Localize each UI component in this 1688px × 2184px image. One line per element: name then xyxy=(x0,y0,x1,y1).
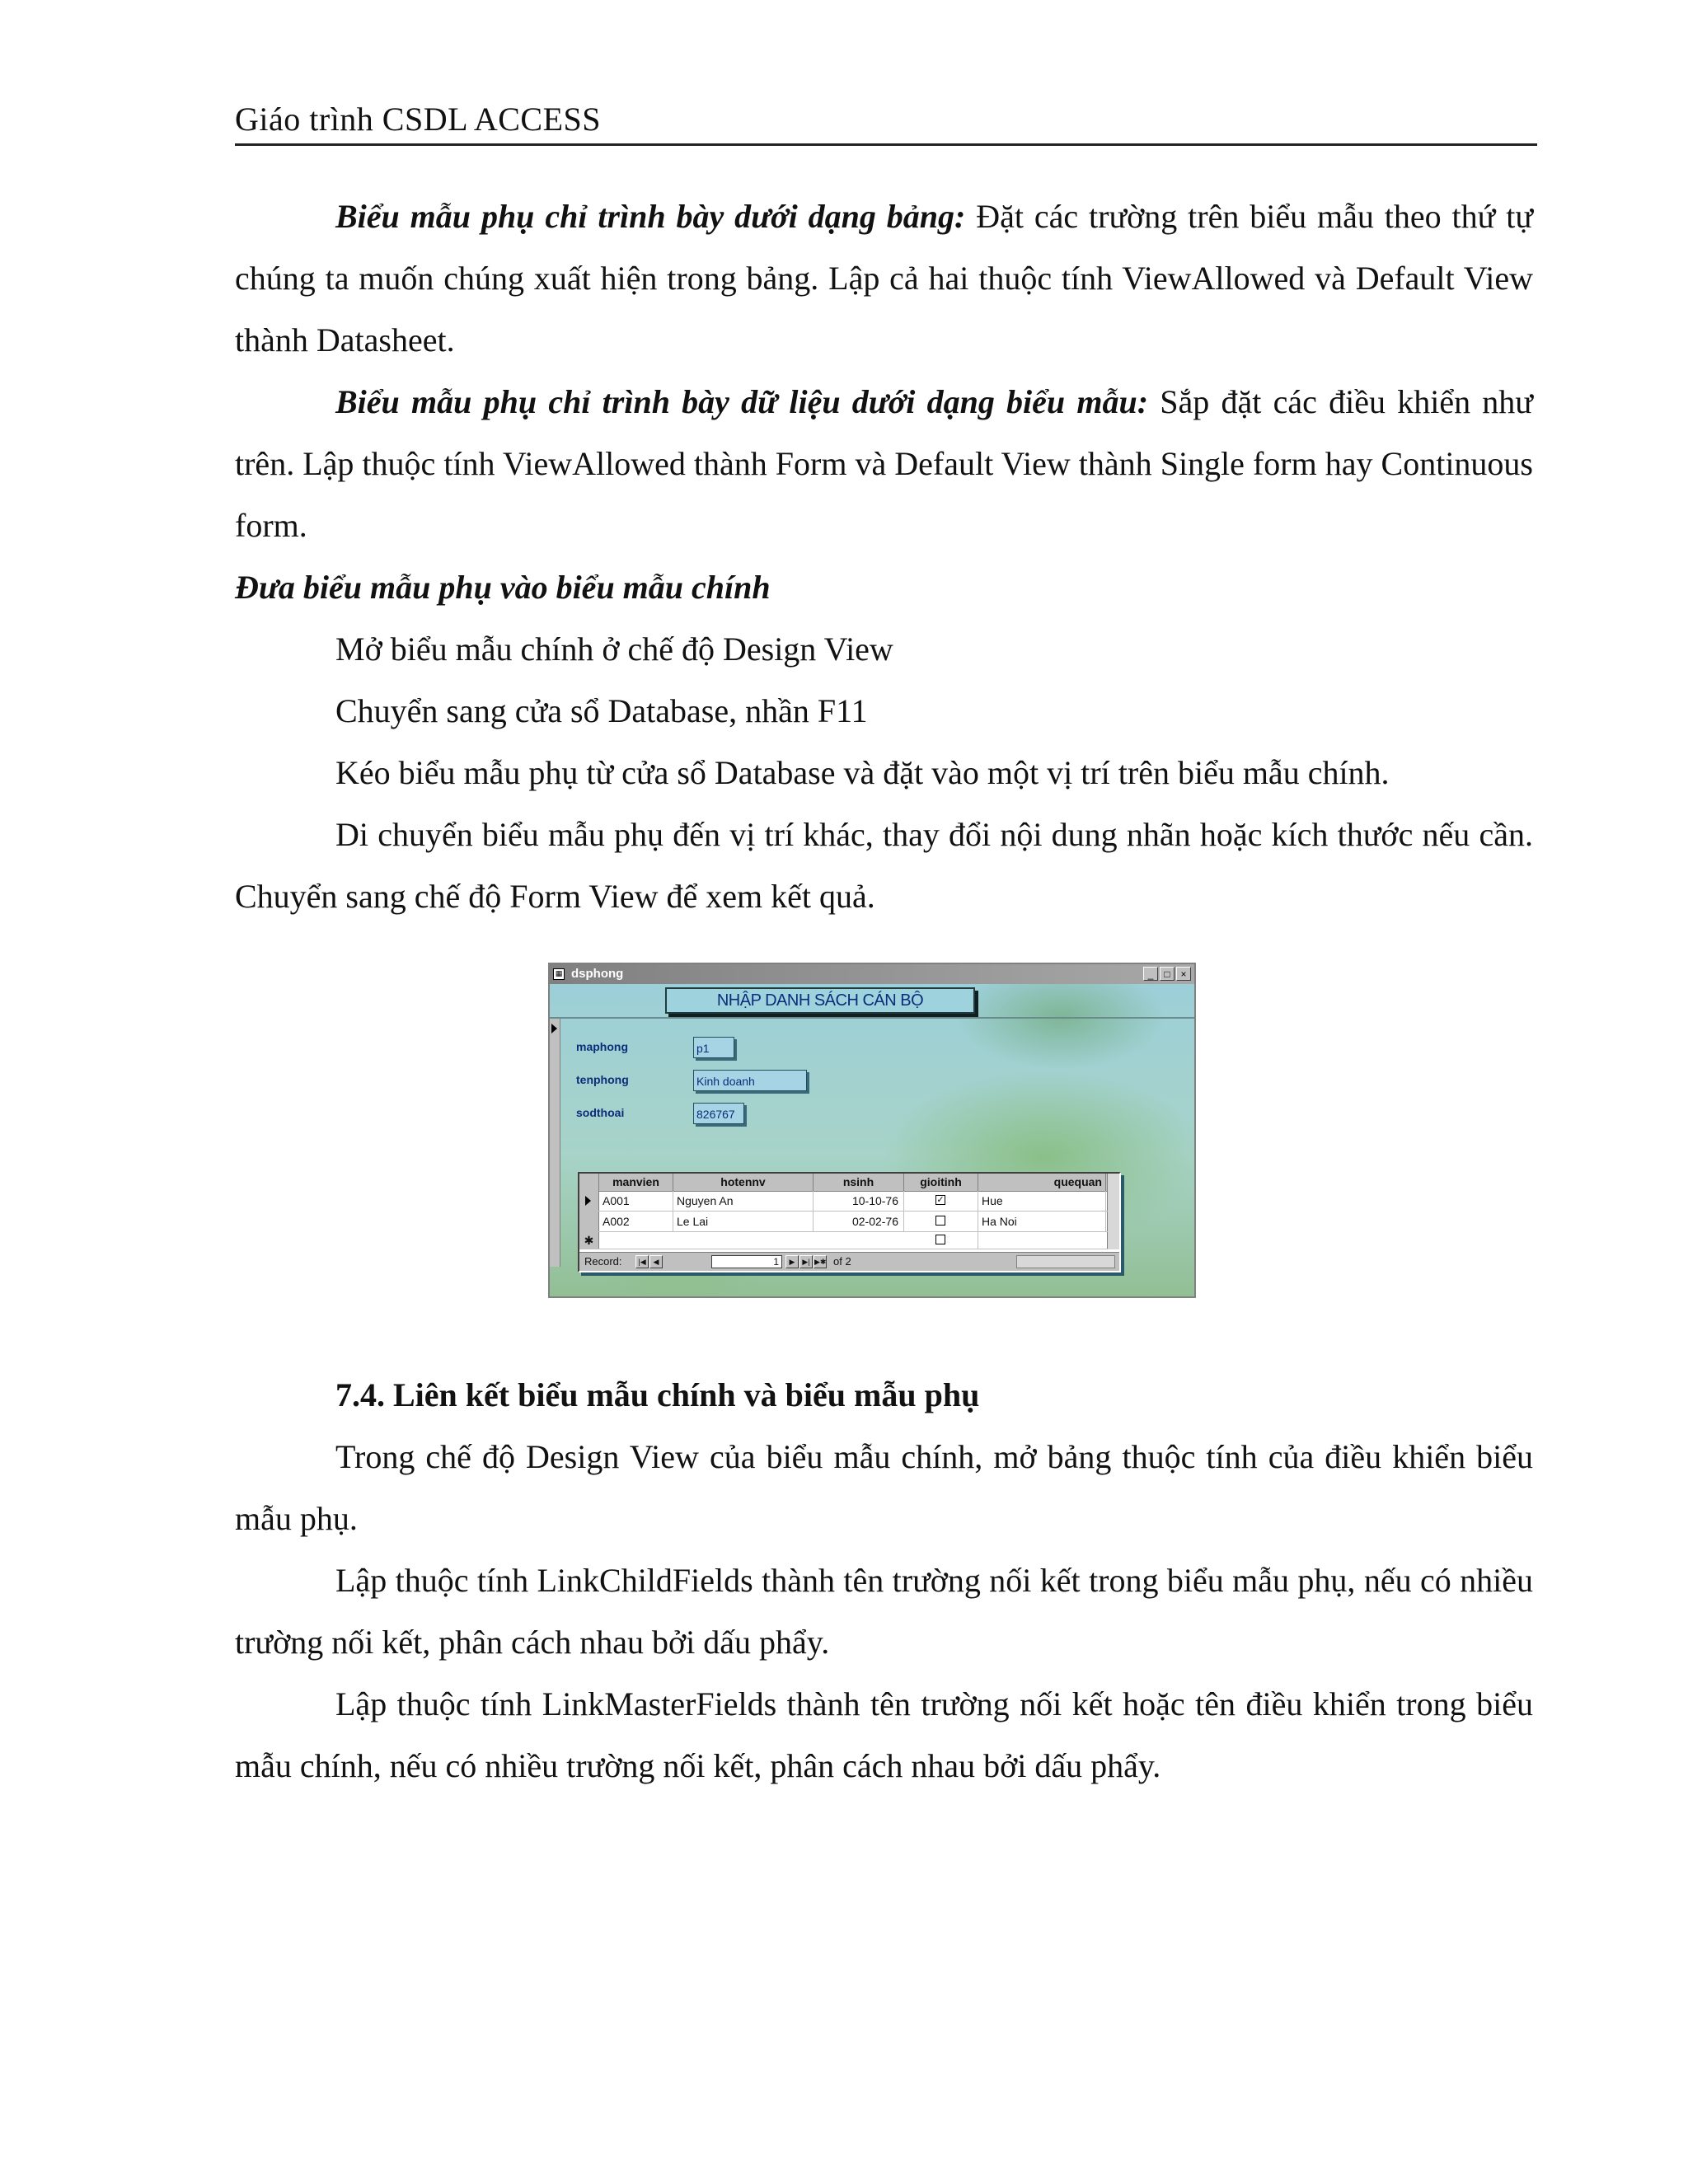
step-move-subform: Di chuyển biểu mẫu phụ đến vị trí khác, thay đổi nội dung nhãn hoặc kích thước nếu cần. Chuyển sang chế độ Form View để xem kết quả. xyxy=(235,816,1533,915)
paragraph-link-master-fields: Lập thuộc tính LinkMasterFields thành tên trường nối kết hoặc tên điều khiển trong biểu mẫu chính, nếu có nhiều trường nối kết, phân cách nhau bởi dấu phẩy. xyxy=(235,1685,1533,1784)
upper-text xyxy=(235,185,1533,927)
next-record-icon[interactable]: ▶ xyxy=(785,1255,799,1268)
minimize-button[interactable]: _ xyxy=(1143,967,1158,981)
new-record-row xyxy=(579,1232,1108,1249)
first-record-icon[interactable]: |◀ xyxy=(635,1255,649,1268)
cell-hotennv[interactable]: Nguyen An xyxy=(673,1191,814,1211)
section-heading-link-forms: 7.4. Liên kết biểu mẫu chính và biểu mẫu phụ xyxy=(335,1376,980,1413)
horizontal-scrollbar[interactable] xyxy=(1016,1255,1115,1268)
cell-gioitinh[interactable] xyxy=(904,1191,978,1211)
row-selector[interactable] xyxy=(579,1212,599,1231)
cell-manvien[interactable]: A001 xyxy=(599,1191,673,1211)
subform-datasheet xyxy=(578,1172,1121,1272)
current-record-icon xyxy=(551,1024,557,1033)
gioitinh-checkbox-checked[interactable]: ✓ xyxy=(936,1195,945,1205)
paragraph-open-properties: Trong chế độ Design View của biểu mẫu chính, mở bảng thuộc tính của điều khiển biểu mẫu phụ. xyxy=(235,1438,1533,1537)
paragraph-datasheet-body: Đặt các trường trên biểu mẫu theo thứ tự chúng ta muốn chúng xuất hiện trong bảng. Lập cả hai thuộc tính ViewAllowed và Default View thành Datasheet. xyxy=(235,198,1534,359)
current-row-icon xyxy=(585,1196,591,1206)
input-tenphong[interactable]: Kinh doanh xyxy=(693,1070,807,1091)
new-record-button-icon[interactable]: ▶✱ xyxy=(814,1255,827,1268)
lower-text xyxy=(235,1364,1533,1797)
datasheet-vertical-scrollbar[interactable] xyxy=(1107,1174,1119,1249)
paragraph-datasheet-subform xyxy=(235,185,1533,371)
paragraph-datasheet-lead: Biểu mẫu phụ chỉ trình bày dưới dạng bảng: xyxy=(335,198,966,235)
column-header-quequan[interactable]: quequan xyxy=(978,1174,1106,1191)
window-titlebar xyxy=(550,964,1194,984)
paragraph-form-body: Sắp đặt các điều khiển như trên. Lập thuộc tính ViewAllowed thành Form và Default View thành Single form hay Continuous form. xyxy=(235,383,1533,544)
column-header-gioitinh[interactable]: gioitinh xyxy=(904,1174,978,1191)
label-sodthoai: sodthoai xyxy=(576,1106,625,1119)
header-title: Giáo trình CSDL ACCESS xyxy=(235,101,602,138)
column-header-nsinh[interactable]: nsinh xyxy=(814,1174,904,1191)
gioitinh-checkbox-new[interactable] xyxy=(935,1235,945,1244)
input-maphong[interactable]: p1 xyxy=(693,1037,734,1058)
paragraph-link-child-fields: Lập thuộc tính LinkChildFields thành tên trường nối kết trong biểu mẫu phụ, nếu có nhiều trường nối kết, phân cách nhau bởi dấu phẩy. xyxy=(235,1562,1533,1661)
cell-nsinh[interactable]: 02-02-76 xyxy=(814,1212,904,1231)
new-record-icon[interactable]: ✱ xyxy=(579,1232,599,1249)
cell-manvien[interactable]: A002 xyxy=(599,1212,673,1231)
close-button[interactable]: × xyxy=(1176,967,1191,981)
row-selector[interactable] xyxy=(579,1191,599,1211)
last-record-icon[interactable]: ▶| xyxy=(799,1255,813,1268)
datasheet-header xyxy=(579,1174,1108,1192)
cell-nsinh[interactable]: 10-10-76 xyxy=(814,1191,904,1211)
table-row xyxy=(579,1212,1108,1232)
record-count: of 2 xyxy=(833,1255,851,1268)
paragraph-form-lead: Biểu mẫu phụ chỉ trình bày dữ liệu dưới dạng biểu mẫu: xyxy=(335,383,1149,420)
record-selector[interactable] xyxy=(550,1019,560,1267)
form-body xyxy=(550,984,1194,1296)
column-header-hotennv[interactable]: hotennv xyxy=(673,1174,814,1191)
step-drag-subform: Kéo biểu mẫu phụ từ cửa sổ Database và đặt vào một vị trí trên biểu mẫu chính. xyxy=(335,754,1390,791)
gioitinh-checkbox-unchecked[interactable] xyxy=(935,1216,945,1226)
step-switch-database: Chuyển sang cửa sổ Database, nhần F11 xyxy=(335,692,868,729)
window-title: dsphong xyxy=(571,967,624,981)
input-sodthoai[interactable]: 826767 xyxy=(693,1103,744,1124)
table-row xyxy=(579,1191,1108,1212)
record-label: Record: xyxy=(584,1255,622,1268)
step-open-design-view: Mở biểu mẫu chính ở chế độ Design View xyxy=(335,630,893,668)
label-maphong: maphong xyxy=(576,1040,628,1053)
form-banner: NHẬP DANH SÁCH CÁN BỘ xyxy=(665,987,975,1014)
cell-hotennv[interactable]: Le Lai xyxy=(673,1212,814,1231)
record-navigation-bar xyxy=(579,1252,1119,1271)
maximize-button[interactable]: □ xyxy=(1160,967,1175,981)
form-header-divider xyxy=(550,1017,1194,1019)
page-header xyxy=(235,97,1537,146)
paragraph-form-subform xyxy=(235,371,1533,556)
access-form-window xyxy=(548,963,1196,1298)
previous-record-icon[interactable]: ◀ xyxy=(649,1255,663,1268)
section-heading-insert-subform: Đưa biểu mẫu phụ vào biểu mẫu chính xyxy=(235,569,771,606)
cell-gioitinh[interactable] xyxy=(904,1232,978,1249)
cell-quequan[interactable]: Ha Noi xyxy=(978,1212,1106,1231)
cell-quequan[interactable]: Hue xyxy=(978,1191,1106,1211)
label-tenphong: tenphong xyxy=(576,1073,629,1086)
current-record-input[interactable]: 1 xyxy=(711,1255,782,1268)
column-header-manvien[interactable]: manvien xyxy=(599,1174,673,1191)
cell-gioitinh[interactable] xyxy=(904,1212,978,1231)
form-icon: ▦ xyxy=(553,968,565,980)
header-corner xyxy=(579,1174,599,1191)
